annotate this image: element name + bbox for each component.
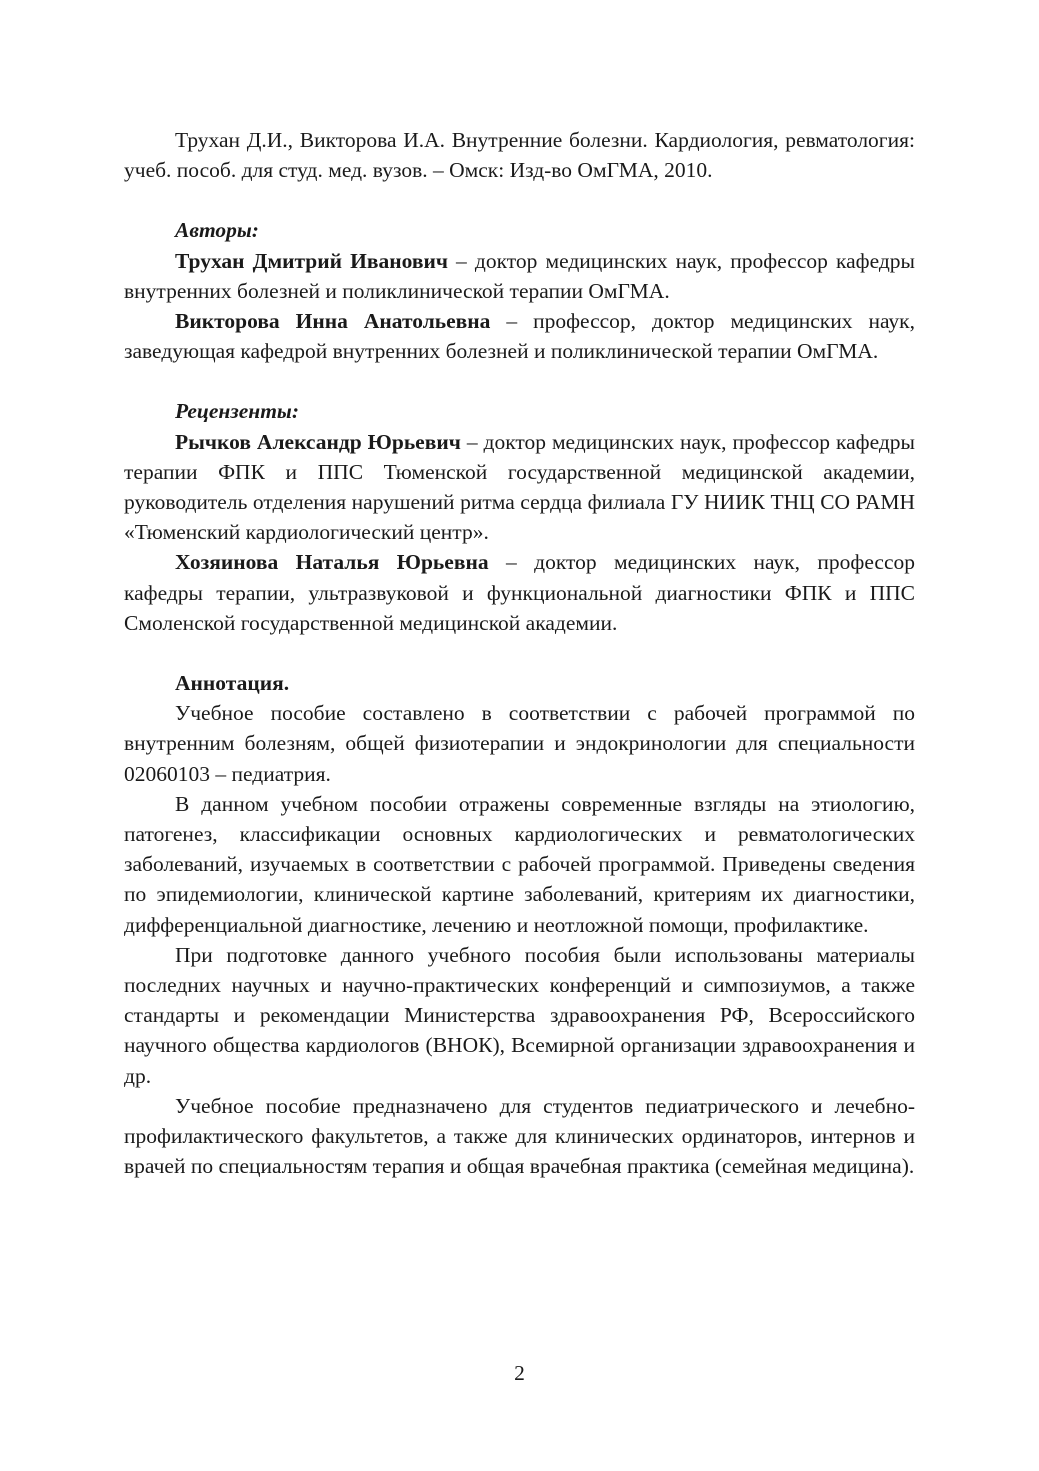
reviewers-heading: Рецензенты: (175, 399, 300, 424)
annotation-paragraph: При подготовке данного учебного пособия были использованы материалы последних научных и научно-практических конференций и симпозиумов, а также стандарты и рекомендации Министерства здравоохранения РФ, Всероссийского научного общества кардиологов (ВНОК), Всемирной организации здравоохранения и др. (124, 942, 915, 1088)
authors-section (124, 215, 915, 366)
author-name: Викторова Инна Анатольевна (175, 309, 491, 334)
reviewer-entry (124, 547, 915, 638)
annotation-section (124, 668, 915, 1181)
reviewer-entry (124, 427, 915, 548)
annotation-paragraph: Учебное пособие предназначено для студентов педиатрического и лечебно-профилактического факультетов, а также для клинических ординаторов, интернов и врачей по специальностям терапия и общая врачебная практика (семейная медицина). (124, 1093, 915, 1179)
annotation-paragraph: В данном учебном пособии отражены современные взгляды на этиологию, патогенез, классификации основных кардиологических и ревматологических заболеваний, изучаемых в соответствии с рабочей программой. Приведены сведения по эпидемиологии, клинической картине заболеваний, критериям их диагностики, дифференциальной диагностике, лечению и неотложной помощи, профилактике. (124, 791, 915, 937)
author-entry (124, 306, 915, 366)
reviewers-section (124, 396, 915, 638)
bibliographic-citation: Трухан Д.И., Викторова И.А. Внутренние болезни. Кардиология, ревматология: учеб. пособ. для студ. мед. вузов. – Омск: Изд-во ОмГМА, 2010. (124, 128, 915, 183)
annotation-heading: Аннотация. (175, 671, 290, 696)
reviewer-description: – доктор медицинских наук, профессор кафедры терапии, ультразвуковой и функциональной диагностики ФПК и ППС Смоленской государственной медицинской академии. (124, 550, 915, 635)
annotation-paragraph: Учебное пособие составлено в соответствии с рабочей программой по внутренним болезням, общей физиотерапии и эндокринологии для специальности 02060103 – педиатрия. (124, 701, 915, 786)
page-number: 2 (514, 1361, 525, 1385)
authors-heading: Авторы: (175, 218, 259, 243)
reviewer-description: – доктор медицинских наук, профессор кафедры терапии ФПК и ППС Тюменской государственной медицинской академии, руководитель отделения нарушений ритма сердца филиала ГУ НИИК ТНЦ СО РАМН «Тюменский кардиологический центр». (124, 429, 916, 545)
author-name: Трухан Дмитрий Иванович (175, 248, 448, 273)
document-page (124, 125, 915, 1182)
author-entry (124, 246, 915, 306)
author-description: – доктор медицинских наук, профессор кафедры внутренних болезней и поликлинической терапии ОмГМА. (124, 248, 915, 303)
author-description: – профессор, доктор медицинских наук, заведующая кафедрой внутренних болезней и поликлинической терапии ОмГМА. (124, 309, 915, 364)
reviewer-name: Хозяинова Наталья Юрьевна (175, 550, 489, 575)
reviewer-name: Рычков Александр Юрьевич (175, 429, 461, 454)
